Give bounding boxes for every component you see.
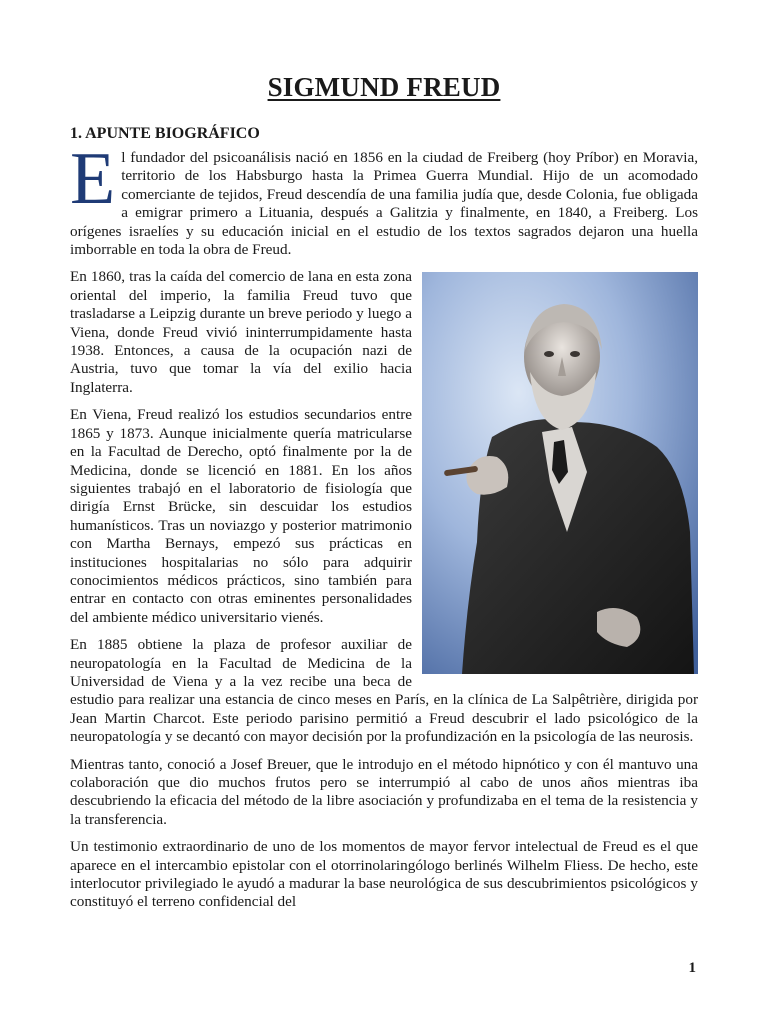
page-title: SIGMUND FREUD bbox=[267, 72, 501, 102]
section-heading: 1. APUNTE BIOGRÁFICO bbox=[70, 125, 260, 142]
paragraph-3: En Viena, Freud realizó los estudios secundarios entre 1865 y 1873. Aunque inicialmente quería matricularse en la Facultad de Derecho, optó finalmente por la de Medicina, donde se licenció en 1881. En los años siguientes trabajó en el laboratorio de fisiología que dirigía Ernst Brücke, sin descuidar los estudios humanísticos. Tras un noviazgo y posterior matrimonio con Martha Bernays, empezó sus prácticas en instituciones hospitalarias no sólo para adquirir conocimientos médicos prácticos, sino también para entrar en contacto con otras eminentes personalidades del ambiente médico universitario vienés. bbox=[70, 406, 412, 626]
paragraph-1-text: l fundador del psicoanálisis nació en 1856 en la ciudad de Freiberg (hoy Príbor) en Moravia, territorio de los Habsburgo hasta la Primea Guerra Mundial. Hijo de un acomodado comerciante de tejidos, Freud descendía de una familia judía que, desde Colonia, fue obligada a emigrar primero a Lituania, después a Galitzia y finalmente, en 1840, a Freiberg. Los orígenes israelíes y su educación inicial en el estudio de los textos sagrados dejaron una huella imborrable en toda la obra de Freud. bbox=[70, 149, 698, 259]
paragraph-4: En 1885 obtiene la plaza de profesor auxiliar de neuropatología en la Facultad de Medicina de la Universidad de Viena y a la vez recibe una beca de estudio para realizar una estancia de cinco meses en París, en la clínica de La Salpêtrière, dirigida por Jean Martin Charcot. Este periodo parisino permitió a Freud descubrir el lado psicológico de la neuropatología y se decantó con mayor decisión por la profundización en la psicología de las neurosis. bbox=[70, 636, 698, 746]
document-page bbox=[70, 72, 698, 921]
paragraph-2: En 1860, tras la caída del comercio de lana en esta zona oriental del imperio, la familia Freud tuvo que trasladarse a Leipzig durante un breve periodo y luego a Viena, donde Freud vivió ininterrumpidamente hasta 1938. Entonces, a causa de la ocupación nazi de Austria, tuvo que tomar la vía del exilio hacia Inglaterra. bbox=[70, 268, 412, 396]
paragraph-5: Mientras tanto, conoció a Josef Breuer, que le introdujo en el método hipnótico y con él mantuvo una colaboración que dio muchos frutos pero se interrumpió al cabo de unos años mientras iba descubriendo la eficacia del método de la libre asociación y profundizaba en el tema de la resistencia y la transferencia. bbox=[70, 755, 698, 828]
dropcap-letter: E bbox=[70, 138, 116, 220]
portrait-photo bbox=[422, 272, 698, 674]
paragraph-6: Un testimonio extraordinario de uno de los momentos de mayor fervor intelectual de Freud es el que aparece en el intercambio epistolar con el otorrinolaringólogo berlinés Wilhelm Fliess. De hecho, este interlocutor privilegiado le ayudó a madurar la base neurológica de sus descubrimientos psicológicos y constituyó el terreno confidencial del bbox=[70, 838, 698, 911]
page-number: 1 bbox=[688, 960, 696, 976]
portrait-image bbox=[422, 272, 698, 674]
paragraph-1 bbox=[70, 138, 698, 259]
